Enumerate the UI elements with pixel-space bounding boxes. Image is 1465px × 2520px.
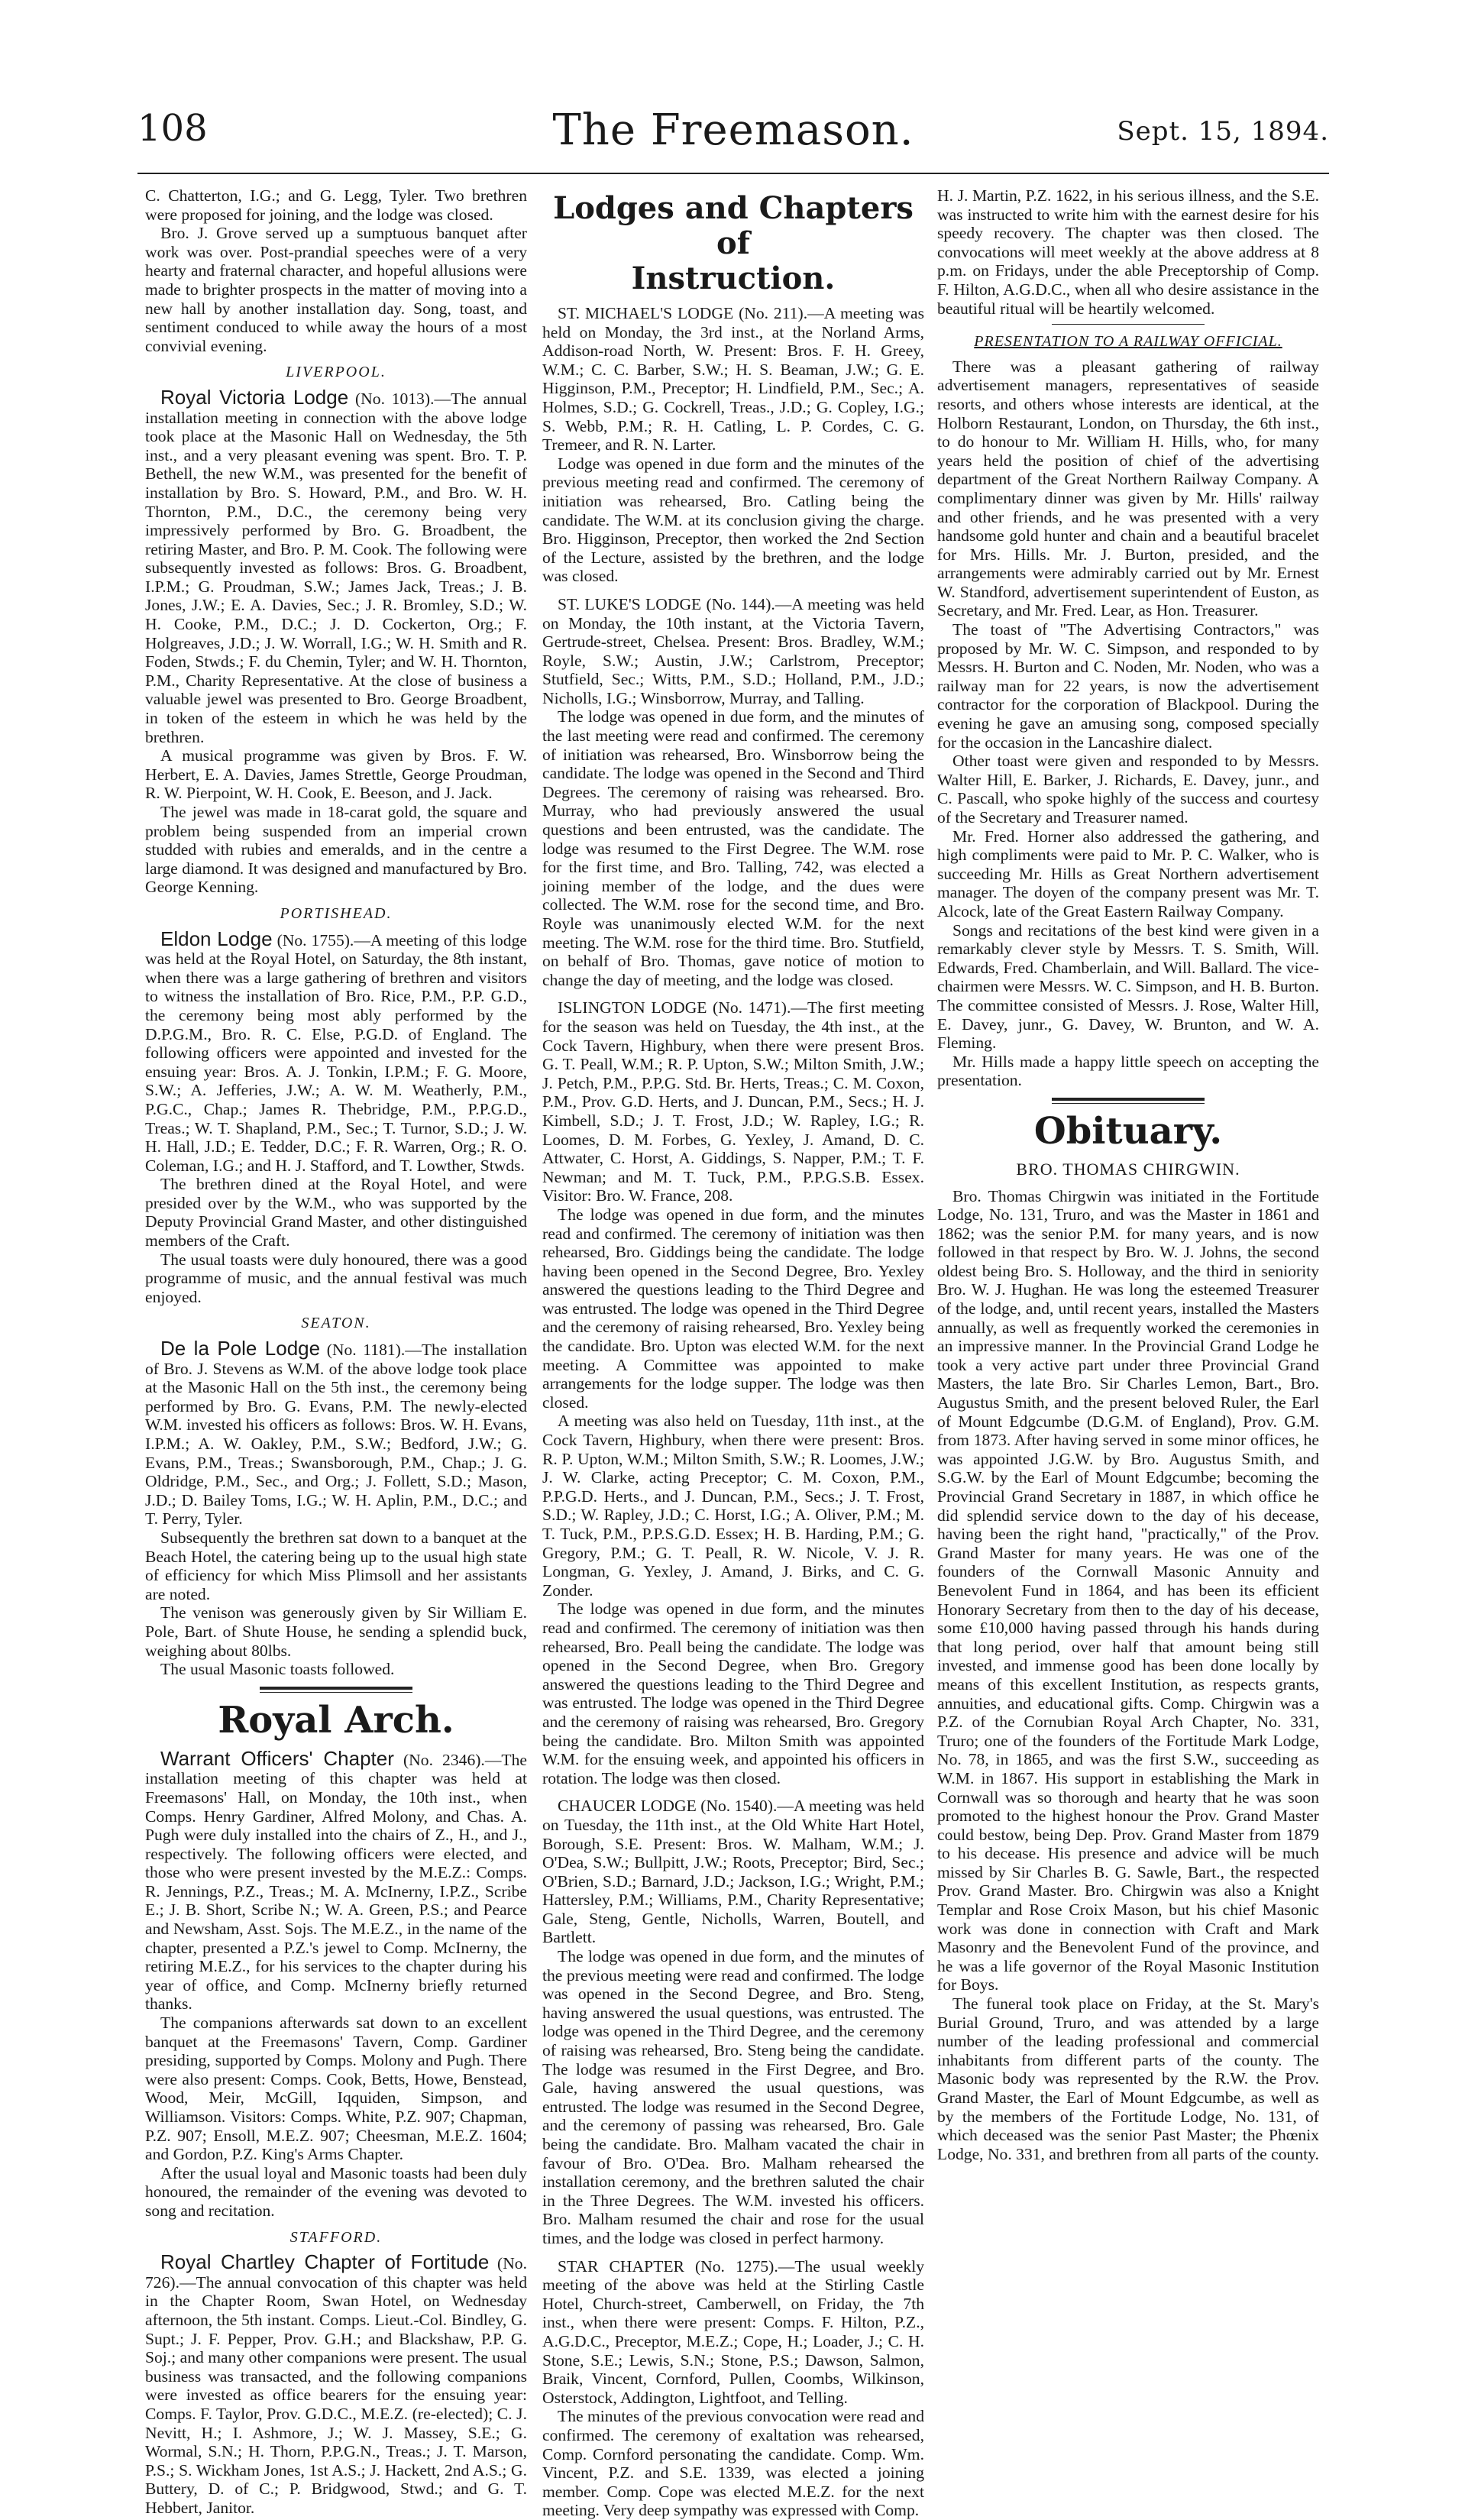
- paragraph: Mr. Fred. Horner also addressed the gathering, and high compliments were paid to Mr. P. C. Walker, who is succeeding Mr. Hills as Great Northern advertisement manager. The doyen of the company present was Mr. T. Alcock, late of the Great Eastern Railway Company.: [937, 827, 1319, 920]
- lodge-name: Royal Victoria Lodge: [160, 385, 349, 409]
- section-rule: [1052, 324, 1205, 325]
- report-text: (No. 1755).—A meeting of this lodge was held at the Royal Hotel, on Saturday, the 8th instant, when there was a large gathering of brethren and visitors to witness the installation of Bro. Rice, P.M., P.P. G.D., the ceremony being most ably performed by the D.P.G.M., Bro. R. C. Else, P.G.D. of England. The following officers were appointed and invested for the ensuing year: Bros. A. J. Tonkin, I.P.M.; F. G. Moore, S.W.; A. Jefferies, J.W.; A. W. M. Weatherly, P.M., P.G.C., Chap.; James R. Thebridge, P.M., P.P.G.D., Treas.; W. T. Shapland, P.M., Sec.; T. Turnor, S.D.; J. W. H. Hall, J.D.; E. Tedder, D.C.; F. R. Warren, Org.; R. O. Coleman, I.G.; and H. J. Stafford, and T. Lowther, Stwds.: [145, 930, 527, 1175]
- lodge-report: [145, 1339, 527, 1528]
- report-text: (No. 1181).—The installation of Bro. J. Stevens as W.M. of the above lodge took place at the Masonic Hall on the 5th inst., the ceremony being performed by Bro. G. Evans, P.M. The newly-elected W.M. invested his officers as follows: Bros. W. H. Evans, I.P.M.; A. W. Oakley, P.M., S.W.; Bedford, J.W.; G. Evans, P.M., Treas.; Swansborough, P.M., Chap.; J. G. Oldridge, P.M., Sec., and Org.; J. Follett, S.D.; Mason, J.D.; D. Bailey Toms, I.G.; W. H. Aplin, P.M., D.C.; and T. Perry, Tyler.: [145, 1341, 527, 1528]
- paragraph: The usual Masonic toasts followed.: [160, 1660, 395, 1679]
- chapter-name: Royal Chartley Chapter of Fortitude: [160, 2250, 490, 2274]
- paragraph: Bro. J. Grove served up a sumptuous banquet after work was over. Post-prandial speeches were of a very hearty and fraternal character, and hopeful allusions were made to brighter prospects in the matter of moving into a new hall by another installation day. Song, toast, and sentiment conduced to while away the hours of a most convivial evening.: [145, 224, 527, 355]
- paragraph: The lodge was opened in due form, and the minutes of the previous meeting were read and confirmed. The lodge was opened in the Second Degree, and Bro. Steng, having answered the usual questions, was entrusted. The lodge was opened in the Third Degree, and the ceremony of raising was rehearsed, Bro. Steng being the candidate. The lodge was resumed in the First Degree, and Bro. Gale, having answered the usual questions, was entrusted. The lodge was resumed in the Second Degree, and the ceremony of passing was rehearsed, Bro. Gale being the candidate. Bro. Malham vacated the chair in favour of Bro. O'Dea. Bro. Malham rehearsed the installation ceremony, and the brethren saluted the chair in the Three Degrees. The W.M. invested his officers. Bro. Malham resumed the chair and rose for the usual times, and the lodge was closed in perfect harmony.: [542, 1947, 924, 2247]
- section-heading-lodges-chapters: Lodges and Chapters of: [553, 190, 914, 261]
- paragraph: Subsequently the brethren sat down to a banquet at the Beach Hotel, the catering being up to the usual high state of efficiency for which Miss Plimsoll and her assistants are noted.: [145, 1528, 527, 1603]
- paragraph: The toast of "The Advertising Contractors," was proposed by Mr. W. C. Simpson, and responded to by Messrs. H. Burton and C. Noden, Mr. Noden, who was a railway man for 22 years, is now the advertisement contractor for the corporation of Blackpool. During the evening he gave an amusing song, composed specially for the occasion in the Lancashire dialect.: [937, 620, 1319, 752]
- obituary-name: BRO. THOMAS CHIRGWIN.: [1016, 1159, 1240, 1179]
- paragraph: Lodge was opened in due form and the minutes of the previous meeting read and confirmed. The ceremony of initiation was rehearsed, Bro. Catling being the candidate. The W.M. at its conclusion giving the charge. Bro. Higginson, Preceptor, then worked the 2nd Section of the Lecture, assisted by the brethren, and the lodge was closed.: [542, 454, 924, 586]
- masthead-rule: [137, 173, 1329, 174]
- subheading-presentation: PRESENTATION TO A RAILWAY OFFICIAL.: [974, 333, 1282, 351]
- chapter-report: [145, 2250, 527, 2517]
- paragraph: C. Chatterton, I.G.; and G. Legg, Tyler. Two brethren were proposed for joining, and the lodge was closed.: [145, 186, 527, 224]
- report-text: (No. 2346).—The installation meeting of this chapter was held at Freemasons' Hall, on Monday, the 10th inst., when Comps. Henry Gardiner, Alfred Molony, and Chas. A. Pugh were duly installed into the chairs of Z., H., and J., respectively. The following officers were elected, and those who were present invested by the M.E.Z.: Comps. R. Jennings, P.Z., Treas.; M. A. McInerny, I.P.Z., Scribe E.; J. B. Short, Scribe N.; W. A. Green, P.S.; and Pearce and Newsham, Asst. Sojs. The M.E.Z., in the name of the chapter, presented a P.Z.'s jewel to Comp. McInerny, the retiring M.E.Z., for his services to the chapter during his year of office, and Comp. McInerny briefly returned thanks.: [145, 1750, 527, 2014]
- paragraph: The lodge was opened in due form, and the minutes read and confirmed. The ceremony of initiation was then rehearsed, Bro. Peall being the candidate. The lodge was opened in the Second Degree, when Bro. Gregory answered the questions leading to the Third Degree and was entrusted. The lodge was opened in the Third Degree and the ceremony of raising was rehearsed, Bro. Gregory being the candidate. Bro. Milton Smith was appointed W.M. for the ensuing week, and appointed his officers in rotation. The lodge was then closed.: [542, 1600, 924, 1787]
- paragraph: The brethren dined at the Royal Hotel, and were presided over by the W.M., who was supported by the Deputy Provincial Grand Master, and other distinguished members of the Craft.: [145, 1175, 527, 1250]
- issue-date: Sept. 15, 1894.: [1117, 116, 1329, 147]
- paragraph: STAR CHAPTER (No. 1275).—The usual weekly meeting of the above was held at the Stirling Castle Hotel, Church-street, Camberwell, on Friday, the 7th inst., when there were present: Comps. F. Hilton, P.Z., A.G.D.C., Preceptor, M.E.Z.; Cope, H.; Loader, J.; C. H. Stone, S.E.; Lewis, S.N.; Stone, P.S.; Dawson, Salmon, Braik, Vincent, Cornford, Pullen, Coombs, Wilkinson, Osterstock, Addington, Lightfoot, and Telling.: [542, 2256, 924, 2407]
- paragraph: A meeting was also held on Tuesday, 11th inst., at the Cock Tavern, Highbury, when there were present: Bros. R. P. Upton, W.M.; Milton Smith, S.W.; R. Loomes, J.W.; J. W. Clarke, acting Preceptor; C. M. Coxon, P.M., P.P.G.D. Herts., and J. Duncan, P.M., Secs.; J. T. Frost, S.D.; W. Rapley, J.D.; C. Horst, I.G.; A. Oliver, P.M.; M. T. Tuck, P.M., P.P.S.G.D. Essex; H. B. Harding, P.M.; G. Gregory, P.M.; G. T. Peall, R. W. Nicole, V. J. R. Longman, G. Yexley, J. Amand, J. Birks, and C. G. Zonder.: [542, 1412, 924, 1600]
- paragraph: The companions afterwards sat down to an excellent banquet at the Freemasons' Tavern, Comp. Gardiner presiding, supported by Comps. Molony and Pugh. There were also present: Comps. Cook, Betts, Howe, Benstead, Wood, Meir, McGill, Iqquiden, Simpson, and Williamson. Visitors: Comps. White, P.Z. 907; Chapman, P.Z. 907; Ensoll, M.E.Z. 907; Cheesman, M.E.Z. 1604; and Gordon, P.Z. King's Arms Chapter.: [145, 2014, 527, 2164]
- section-heading-obituary: Obituary.: [1033, 1109, 1223, 1153]
- lodge-report: [145, 385, 528, 746]
- paragraph: Bro. Thomas Chirgwin was initiated in the Fortitude Lodge, No. 131, Truro, and was the Master in 1861 and 1862; was the senior P.M. for many years, and is now followed in that respect by Bro. W. J. Johns, the second oldest being Bro. S. Holloway, and the third in seniority Bro. W. J. Hughan. He was long the esteemed Treasurer of the lodge, and, until recent years, installed the Masters annually, as well as frequently worked the ceremonies in an impressive manner. In the Provincial Grand Lodge he took a very active part under three Provincial Grand Masters, the late Bro. Sir Charles Lemon, Bart., Bro. Augustus Smith, and the present beloved Ruler, the Earl of Mount Edgcumbe (D.G.M. of England), Prov. G.M. from 1873. After having served in some minor offices, he was appointed J.G.W. by Bro. Augustus Smith, and S.G.W. by the Earl of Mount Edgcumbe; becoming the Provincial Grand Secretary in 1887, in which office he did splendid service down to the day of his decease, having been the right hand, "practically," of the Prov. Grand Master for many years. He was one of the founders of the Cornwall Masonic Annuity and Benevolent Fund in 1864, and has been its efficient Honorary Secretary from then to the day of his decease, some £10,000 having passed through his hands during that long period, over half that amount being still invested, and immense good has been done locally by means of this excellent Institution, as respects grants, annuities, and educational gifts. Comp. Chirgwin was a P.Z. of the Cornubian Royal Arch Chapter, No. 331, Truro; one of the founders of the Fortitude Mark Lodge, No. 78, in 1865, and was the first S.W., succeeding as W.M. in 1867. His support in establishing the Mark in Cornwall was so thorough and hearty that he was soon promoted to the highest honour the Prov. Grand Master could bestow, being Dep. Prov. Grand Master from 1879 to his decease. His presence and advice will be much missed by Sir Charles B. G. Sawle, Bart., the respected Prov. Grand Master. Bro. Chirgwin was also a Knight Templar and Rose Croix Mason, but his chief Masonic work was done in connection with Craft and Mark Masonry and the Benevolent Fund of the province, and he was a life governor of the Royal Masonic Institution for Boys.: [937, 1186, 1319, 1994]
- paragraph: The venison was generously given by Sir William E. Pole, Bart. of Shute House, he sending a splendid buck, weighing about 80lbs.: [145, 1603, 527, 1660]
- newspaper-title: The Freemason.: [552, 105, 914, 155]
- paragraph: CHAUCER LODGE (No. 1540).—A meeting was held on Tuesday, the 11th inst., at the Old White Hart Hotel, Borough, S.E. Present: Bros. W. Malham, W.M.; J. O'Dea, S.W.; Bullpitt, J.W.; Roots, Preceptor; Bird, Sec.; O'Brien, S.D.; Barnard, J.D.; Jackson, I.G.; Wright, P.M.; Hattersley, P.M.; Williams, P.M., Charity Representative; Gale, Steng, Gentle, Nicholls, Warren, Boutell, and Bartlett.: [542, 1797, 924, 1947]
- paragraph: ISLINGTON LODGE (No. 1471).—The first meeting for the season was held on Tuesday, the 4th inst., at the Cock Tavern, Highbury, when there were present Bros. G. T. Peall, W.M.; R. P. Upton, S.W.; Milton Smith, J.W.; J. Petch, P.M., P.P.G. Std. Br. Herts, Treas.; C. M. Coxon, P.M., Prov. G.D. Herts, and J. Duncan, P.M., Secs.; H. J. Kimbell, S.D.; J. T. Frost, J.D.; W. Rapley, I.G.; R. Loomes, D. M. Forbes, G. Yexley, J. Amand, D. C. Attwater, C. Horst, A. Giddings, S. Napper, P.M.; T. F. Newman; and M. T. Tuck, P.M., P.P.G.S.B. Essex. Visitor: Bro. W. France, 208.: [542, 998, 924, 1205]
- paragraph: ST. MICHAEL'S LODGE (No. 211).—A meeting was held on Monday, the 3rd inst., at the Norland Arms, Addison-road North, W. Present: Bros. F. H. Greey, W.M.; C. C. Barber, S.W.; H. S. Beaman, J.W.; G. E. Higginson, P.M., Preceptor; H. Lindfield, P.M., Sec.; A. Holmes, S.D.; G. Cockrell, Treas., J.D.; G. Copley, I.G.; S. Webb, P.M.; R. H. Catling, L. P. Cordes, C. G. Tremeer, and R. N. Larter.: [542, 304, 924, 455]
- section-rule: [260, 1687, 412, 1693]
- section-rule: [1052, 1098, 1205, 1104]
- chapter-report: [145, 1746, 527, 2014]
- paragraph: The lodge was opened in due form, and the minutes read and confirmed. The ceremony of initiation was then rehearsed, Bro. Giddings being the candidate. The lodge having been opened in the Second Degree, Bro. Yexley answered the questions leading to the Third Degree and was entrusted. The lodge was opened in the Third Degree and the ceremony of raising rehearsed, Bro. Yexley being the candidate. Bro. Upton was elected W.M. for the next meeting. A Committee was appointed to make arrangements for the lodge supper. The lodge was then closed.: [542, 1205, 924, 1412]
- paragraph: Other toast were given and responded to by Messrs. Walter Hill, E. Barker, J. Richards, E. Davey, junr., and C. Pascall, who spoke highly of the success and courtesy of the Secretary and Treasurer named.: [937, 752, 1319, 827]
- lodge-name: De la Pole Lodge: [160, 1337, 321, 1360]
- paragraph: Mr. Hills made a happy little speech on accepting the presentation.: [937, 1052, 1319, 1090]
- column-3: [937, 186, 1319, 2163]
- paragraph: ST. LUKE'S LODGE (No. 144).—A meeting was held on Monday, the 10th instant, at the Victoria Tavern, Gertrude-street, Chelsea. Present: Bros. Bradley, W.M.; Royle, S.W.; Austin, J.W.; Carlstrom, Preceptor; Stutfield, Sec.; Witts, P.M., S.D.; Holland, P.M., J.D.; Nicholls, I.G.; Winsborrow, Murray, and Talling.: [542, 594, 924, 707]
- column-2: [542, 186, 924, 2520]
- paragraph: H. J. Martin, P.Z. 1622, in his serious illness, and the S.E. was instructed to write him with the earnest desire for his speedy recovery. The chapter was then closed. The convocations will meet weekly at the above address at 8 p.m. on Fridays, under the able Preceptorship of Comp. F. Hilton, A.G.D.C., when all who desire assistance in the beautiful ritual will be heartily welcomed.: [937, 186, 1319, 318]
- place-heading-seaton: SEATON.: [301, 1315, 371, 1332]
- place-heading-stafford: STAFFORD.: [289, 2228, 383, 2246]
- paragraph: A musical programme was given by Bros. F. W. Herbert, E. A. Davies, James Strettle, George Proudman, R. W. Pierpoint, W. H. Cook, E. Beeson, and J. Jack.: [145, 746, 527, 803]
- page-number: 108: [137, 107, 208, 150]
- place-heading-liverpool: LIVERPOOL.: [286, 364, 386, 381]
- column-1: [145, 186, 527, 2517]
- paragraph: The lodge was opened in due form, and the minutes of the last meeting were read and confirmed. The ceremony of initiation was rehearsed, Bro. Winsborrow being the candidate. The lodge was opened in the Second and Third Degrees. The ceremony of raising was rehearsed. Bro. Murray, who had previously answered the usual questions and been entrusted, was the candidate. The lodge was resumed to the First Degree. The W.M. rose for the first time, and Bro. Talling, 742, was elected a joining member of the lodge, and the dues were collected. The W.M. rose for the second time, and Bro. Royle was unanimously elected W.M. for the next meeting. The W.M. rose for the third time. Bro. Stutfield, on behalf of Bro. Thomas, gave notice of motion to change the day of meeting, and the lodge was closed.: [542, 707, 924, 989]
- paragraph: After the usual loyal and Masonic toasts had been duly honoured, the remainder of the evening was devoted to song and recitation.: [145, 2163, 527, 2220]
- section-heading-royal-arch: Royal Arch.: [218, 1698, 454, 1742]
- paragraph: The jewel was made in 18-carat gold, the square and problem being suspended from an imperial crown studded with rubies and emeralds, and in the centre a large diamond. It was designed and manufactured by Bro. George Kenning.: [145, 803, 527, 897]
- paragraph: The minutes of the previous convocation were read and confirmed. The ceremony of exaltation was rehearsed, Comp. Cornford personating the candidate. Comp. Wm. Vincent, P.Z. and S.E. 1339, was elected a joining member. Comp. Cope was elected M.E.Z. for the next meeting. Very deep sympathy was expressed with Comp.: [542, 2407, 924, 2520]
- lodge-report: [145, 927, 527, 1176]
- paragraph: There was a pleasant gathering of railway advertisement managers, representatives of seaside resorts, and others whose interests are identical, at the Holborn Restaurant, London, on Thursday, the 6th inst., to do honour to Mr. William H. Hills, who, for many years held the position of chief of the advertising department of the Great Northern Railway Company. A complimentary dinner was given by Mr. Hills' railway and other friends, and he was presented with a very handsome gold hunter and chain and a beautiful bracelet for Mrs. Hills. Mr. J. Burton, presided, and the arrangements were admirably carried out by Mr. Ernest W. Standford, advertisement superintendent of Euston, as Secretary, and Mr. Fred. Lear, as Hon. Treasurer.: [937, 357, 1319, 620]
- paragraph: The usual toasts were duly honoured, there was a good programme of music, and the annual festival was much enjoyed.: [145, 1250, 527, 1306]
- section-heading-instruction: Instruction.: [631, 260, 836, 296]
- masthead: [137, 107, 1329, 160]
- paragraph: Songs and recitations of the best kind were given in a remarkably clever style by Messrs. T. S. Smith, Will. Edwards, Fred. Chamberlain, and Will. Ballard. The vice-chairmen were Messrs. W. C. Simpson, and H. B. Burton. The committee consisted of Messrs. J. Rose, Walter Hill, E. Davey, junr., G. Davey, W. Brunton, and W. A. Fleming.: [937, 920, 1319, 1053]
- place-heading-portishead: PORTISHEAD.: [280, 904, 393, 922]
- chapter-name: Warrant Officers' Chapter: [160, 1746, 394, 1770]
- report-text: (No. 726).—The annual convocation of this chapter was held in the Chapter Room, Swan Hotel, on Wednesday afternoon, the 5th instant. Comps. Lieut.-Col. Bindley, G. Supt.; J. F. Pepper, Prov. G.H.; and Blackshaw, P.P. G. Soj.; and many other companions were present. The usual business was transacted, and the following companions were invested as office bearers for the ensuing year: Comps. F. Taylor, Prov. G.D.C., M.E.Z. (re-elected); C. J. Nevitt, H.; I. Ashmore, J.; W. J. Massey, S.E.; G. Wormal, S.N.; H. Thorn, P.P.G.N., Treas.; J. T. Marson, P.S.; S. Wickham Jones, 1st A.S.; J. Hackett, 2nd A.S.; G. Buttery, D. of C.; P. Bridgwood, Stwd.; and G. T. Hebbert, Janitor.: [145, 2254, 527, 2517]
- report-text: (No. 1013).—The annual installation meeting in connection with the above lodge took place at the Masonic Hall on Wednesday, the 5th inst., and a very pleasant evening was spent. Bro. T. P. Bethell, the new W.M., was presented for the benefit of installation by Bro. S. Howard, P.M., and Bro. W. H. Thornton, P.M., D.C., the ceremony being very impressively performed by Bro. G. Broadbent, the retiring Master, and Bro. P. M. Cook. The following were subsequently invested as follows: Bros. G. Broadbent, I.P.M.; G. Proudman, S.W.; James Jack, Treas.; J. B. Jones, J.W.; E. A. Davies, Sec.; J. R. Bromley, S.D.; W. H. Cooke, P.M., D.C.; J. D. Cockerton, Org.; F. Holgreaves, J.D.; J. W. Worrall, I.G.; W. H. Smith and R. Foden, Stwds.; F. du Chemin, Tyler; and W. H. Thornton, P.M., Charity Representative. At the close of business a valuable jewel was presented to Bro. George Broadbent, in token of the esteem in which he was held by the brethren.: [145, 389, 528, 746]
- paragraph: The funeral took place on Friday, at the St. Mary's Burial Ground, Truro, and was attended by a large number of the leading professional and commercial inhabitants from different parts of the county. The Masonic body was represented by the R.W. the Prov. Grand Master, the Earl of Mount Edgcumbe, as well as by the members of the Fortitude Lodge, No. 131, of which deceased was the senior Past Master; the Phœnix Lodge, No. 331, and brethren from all parts of the county.: [937, 1994, 1319, 2163]
- lodge-name: Eldon Lodge: [160, 927, 273, 950]
